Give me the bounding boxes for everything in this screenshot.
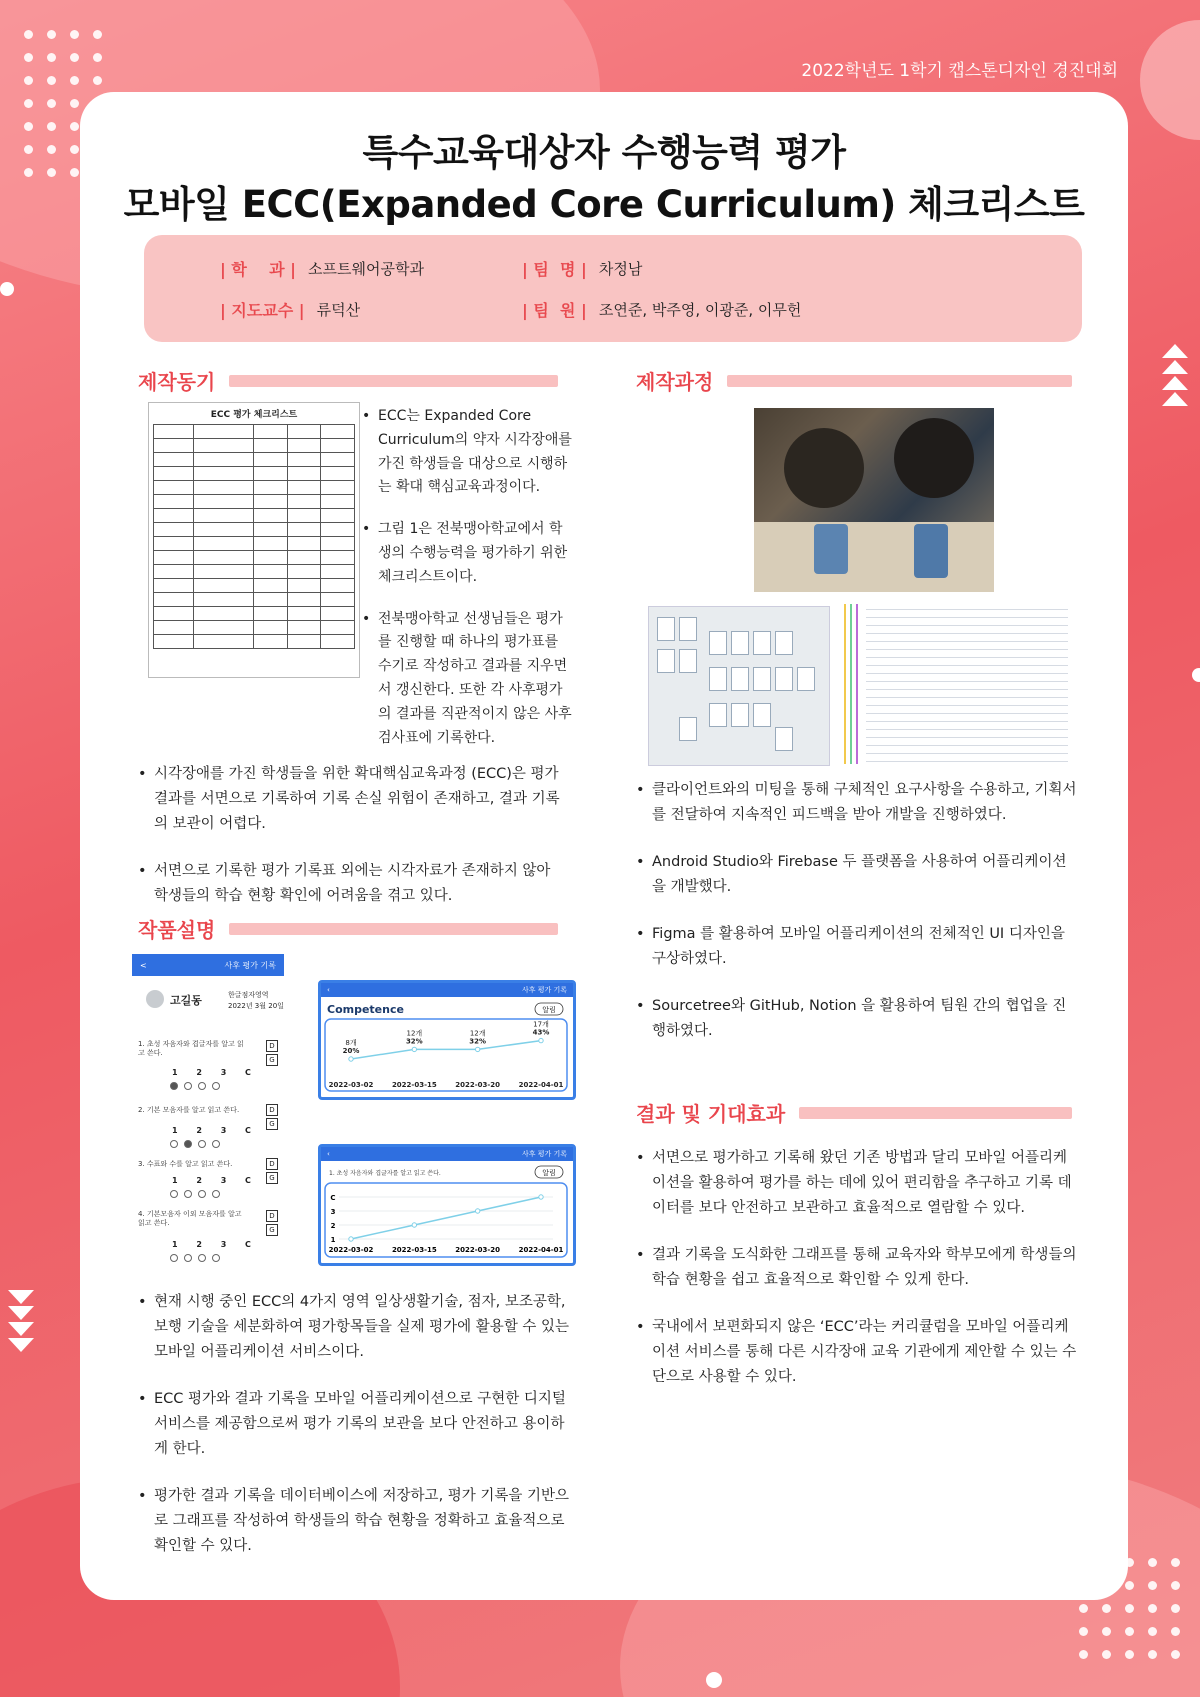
d-button[interactable]: D <box>266 1040 278 1052</box>
data-point <box>539 1195 543 1199</box>
info-row <box>522 257 642 280</box>
chart-header-title: 사후 평가 기록 <box>521 1150 567 1158</box>
bullet: • 서면으로 기록한 평가 기록표 외에는 시각자료가 존재하지 않아 학생들의 학습 현황 확인에 어려움을 겪고 있다. <box>138 859 568 909</box>
area-label: 한글점자영역 <box>228 991 269 999</box>
data-label-count: 12개 <box>406 1029 423 1038</box>
members-value: 조연준, 박주영, 이광준, 이무헌 <box>598 301 802 319</box>
radio-group[interactable] <box>170 1190 220 1198</box>
bullet: • 평가한 결과 기록을 데이터베이스에 저장하고, 평가 기록을 기반으로 그래프를 작성하여 학생들의 학습 현황을 정확하고 효율적으로 확인할 수 있다. <box>138 1484 572 1559</box>
back-icon[interactable]: < <box>140 960 147 970</box>
scale-label: 1 2 3 C <box>172 1126 259 1135</box>
data-point <box>349 1057 353 1061</box>
d-button[interactable]: D <box>266 1210 278 1222</box>
question: 2. 기본 모음자를 알고 읽고 쓴다. <box>138 1106 240 1114</box>
series-line <box>351 1041 541 1059</box>
data-label-count: 17개 <box>533 1020 549 1029</box>
bullet: • 시각장애를 가진 학생들을 위한 확대핵심교육과정 (ECC)은 평가 결과를 서면으로 기록하여 기록 손실 위험이 존재하고, 결과 기록의 보관이 어렵다. <box>138 762 568 837</box>
poster-card <box>80 92 1128 1600</box>
y-tick-label: 1 <box>330 1236 336 1244</box>
data-point <box>475 1047 479 1051</box>
x-tick-label: 2022-03-20 <box>455 1246 501 1254</box>
chart-svg <box>321 983 573 1097</box>
info-row <box>220 298 360 321</box>
data-label-count: 12개 <box>469 1029 486 1038</box>
g-button[interactable]: G <box>266 1054 278 1066</box>
process-text <box>636 778 1080 1066</box>
team-photo <box>754 408 994 592</box>
figma-screenshot <box>648 606 830 766</box>
section-header-motivation <box>138 366 558 395</box>
data-label-percent: 32% <box>469 1037 487 1046</box>
x-tick-label: 2022-03-20 <box>455 1081 501 1089</box>
g-button[interactable]: G <box>266 1172 278 1184</box>
avatar <box>146 990 164 1008</box>
d-button[interactable]: D <box>266 1158 278 1170</box>
section-title: 결과 및 기대효과 <box>636 1102 786 1126</box>
data-point <box>412 1223 416 1227</box>
alert-button-label: 알림 <box>542 1006 556 1014</box>
checklist-figure <box>148 402 360 678</box>
bullet: • Figma 를 활용하여 모바일 어플리케이션의 전체적인 UI 디자인을 구상하였다. <box>636 922 1080 972</box>
team-info-box <box>144 235 1082 342</box>
bullet: • 국내에서 보편화되지 않은 ‘ECC’라는 커리큘럼을 모바일 어플리케이션 서비스를 통해 다른 시각장애 교육 기관에게 제안할 수 있는 수단으로 사용할 수 있다. <box>636 1315 1080 1390</box>
circle-decoration <box>706 1672 722 1688</box>
advisor-value: 류덕산 <box>316 301 361 319</box>
x-tick-label: 2022-04-01 <box>518 1246 564 1254</box>
advisor-label: | 지도교수 | <box>220 301 305 320</box>
data-point <box>412 1047 416 1051</box>
data-point <box>539 1038 543 1042</box>
d-button[interactable]: D <box>266 1104 278 1116</box>
triangle-decoration <box>8 1290 34 1352</box>
app-header-title: 사후 평가 기록 <box>224 960 276 970</box>
section-header-description <box>138 914 558 943</box>
info-row <box>220 257 424 280</box>
git-history-screenshot <box>838 604 1068 766</box>
bullet: • ECC는 Expanded Core Curriculum의 약자 시각장애를 가진 학생들을 대상으로 시행하는 확대 핵심교육과정이다. <box>362 405 574 500</box>
data-point <box>349 1237 353 1241</box>
app-screen-evaluation <box>132 954 284 1284</box>
series-line <box>351 1197 541 1239</box>
bullet: • 그림 1은 전북맹아학교에서 학생의 수행능력을 평가하기 위한 체크리스트이다. <box>362 518 574 589</box>
circle-decoration <box>1192 668 1200 682</box>
g-button[interactable]: G <box>266 1224 278 1236</box>
members-label: | 팀 원 | <box>522 301 587 320</box>
data-label-percent: 43% <box>532 1028 550 1037</box>
question-chart <box>318 1144 576 1266</box>
y-tick-label: 2 <box>330 1222 336 1230</box>
y-tick-label: C <box>330 1194 336 1202</box>
section-header-process <box>636 366 1072 395</box>
app-header <box>132 954 284 976</box>
y-tick-label: 3 <box>330 1208 336 1216</box>
data-label-percent: 20% <box>342 1047 360 1055</box>
dept-value: 소프트웨어공학과 <box>308 260 424 278</box>
data-point <box>475 1209 479 1213</box>
checklist-grid <box>153 424 355 649</box>
chart-subtitle: 1. 초성 자음자와 겹글자를 알고 읽고 쓴다. <box>329 1170 441 1177</box>
x-tick-label: 2022-03-15 <box>391 1246 437 1254</box>
radio-group[interactable] <box>170 1082 220 1090</box>
question: 3. 수표와 수를 알고 읽고 쓴다. <box>138 1160 233 1168</box>
contest-label: 2022학년도 1학기 캡스톤디자인 경진대회 <box>801 61 1118 81</box>
circle-decoration <box>0 282 14 296</box>
checklist-title: ECC 평가 체크리스트 <box>210 410 298 420</box>
alert-button-label: 알림 <box>542 1169 556 1177</box>
question: 1. 초성 자음자와 겹글자를 알고 읽고 쓴다. <box>138 1040 244 1058</box>
triangle-decoration <box>1162 344 1188 406</box>
x-tick-label: 2022-04-01 <box>518 1081 564 1089</box>
student-name: 고길동 <box>170 994 202 1007</box>
x-tick-label: 2022-03-02 <box>328 1081 374 1089</box>
bullet: • 현재 시행 중인 ECC의 4가지 영역 일상생활기술, 점자, 보조공학, 보행 기술을 세분화하여 평가항목들을 실제 평가에 활용할 수 있는 모바일 어플리케이션 서비스이다. <box>138 1290 572 1365</box>
bullet: • 결과 기록을 도식화한 그래프를 통해 교육자와 학부모에게 학생들의 학습 현황을 쉽고 효율적으로 확인할 수 있게 한다. <box>636 1243 1080 1293</box>
info-row <box>522 298 801 321</box>
radio-group[interactable] <box>170 1140 220 1148</box>
bullet: • 서면으로 평가하고 기록해 왔던 기존 방법과 달리 모바일 어플리케이션을 활용하여 평가를 하는 데에 있어 편리함을 추구하고 기록 데이터를 보다 안전하고 보관하고 효율적으로 열람할 수 있다. <box>636 1146 1080 1221</box>
scale-label: 1 2 3 C <box>172 1176 259 1185</box>
student-meta <box>228 990 284 1011</box>
bullet: • 클라이언트와의 미팅을 통해 구체적인 요구사항을 수용하고, 기획서를 전달하여 지속적인 피드백을 받아 개발을 진행하였다. <box>636 778 1080 828</box>
poster-title-line1: 특수교육대상자 수행능력 평가 <box>362 131 846 174</box>
results-text <box>636 1146 1080 1412</box>
dept-label: | 학 과 | <box>220 260 297 279</box>
section-title: 제작과정 <box>636 370 714 394</box>
x-tick-label: 2022-03-02 <box>328 1246 374 1254</box>
scale-label: 1 2 3 C <box>172 1240 259 1249</box>
chart-svg <box>321 1147 573 1263</box>
section-title: 제작동기 <box>138 370 216 394</box>
motivation-side-text <box>362 405 574 772</box>
team-label: | 팀 명 | <box>522 260 587 279</box>
section-title: 작품설명 <box>138 918 216 942</box>
date-label: 2022년 3월 20일 <box>228 1001 284 1010</box>
bullet: • Sourcetree와 GitHub, Notion 을 활용하여 팀원 간의 협업을 진행하였다. <box>636 994 1080 1044</box>
scale-label: 1 2 3 C <box>172 1068 259 1077</box>
team-value: 차정남 <box>598 260 643 278</box>
description-text <box>138 1290 572 1580</box>
back-icon[interactable]: ‹ <box>327 986 330 994</box>
data-label-percent: 32% <box>405 1037 423 1046</box>
bullet: • Android Studio와 Firebase 두 플랫폼을 사용하여 어플리케이션을 개발했다. <box>636 850 1080 900</box>
poster-title-line2: 모바일 ECC(Expanded Core Curriculum) 체크리스트 <box>123 183 1085 226</box>
x-tick-label: 2022-03-15 <box>391 1081 437 1089</box>
competence-chart <box>318 980 576 1100</box>
motivation-text <box>138 762 568 931</box>
radio-group[interactable] <box>170 1254 220 1262</box>
section-header-results <box>636 1098 1072 1127</box>
question: 4. 기본모음자 이외 모음자를 알고 읽고 쓴다. <box>138 1210 242 1228</box>
bullet: • ECC 평가와 결과 기록을 모바일 어플리케이션으로 구현한 디지털 서비스를 제공함으로써 평가 기록의 보관을 보다 안전하고 용이하게 한다. <box>138 1387 572 1462</box>
back-icon[interactable]: ‹ <box>327 1150 330 1158</box>
bg-blob <box>1140 20 1200 140</box>
data-label-count: 8개 <box>345 1039 357 1047</box>
chart-header-title: 사후 평가 기록 <box>521 986 567 994</box>
g-button[interactable]: G <box>266 1118 278 1130</box>
bullet: • 전북맹아학교 선생님들은 평가를 진행할 때 하나의 평가표를 수기로 작성하고 결과를 지우면서 갱신한다. 또한 각 사후평가의 결과를 직관적이지 않은 사후검사표에 기록한다. <box>362 608 574 751</box>
chart-title: Competence <box>327 1003 404 1016</box>
